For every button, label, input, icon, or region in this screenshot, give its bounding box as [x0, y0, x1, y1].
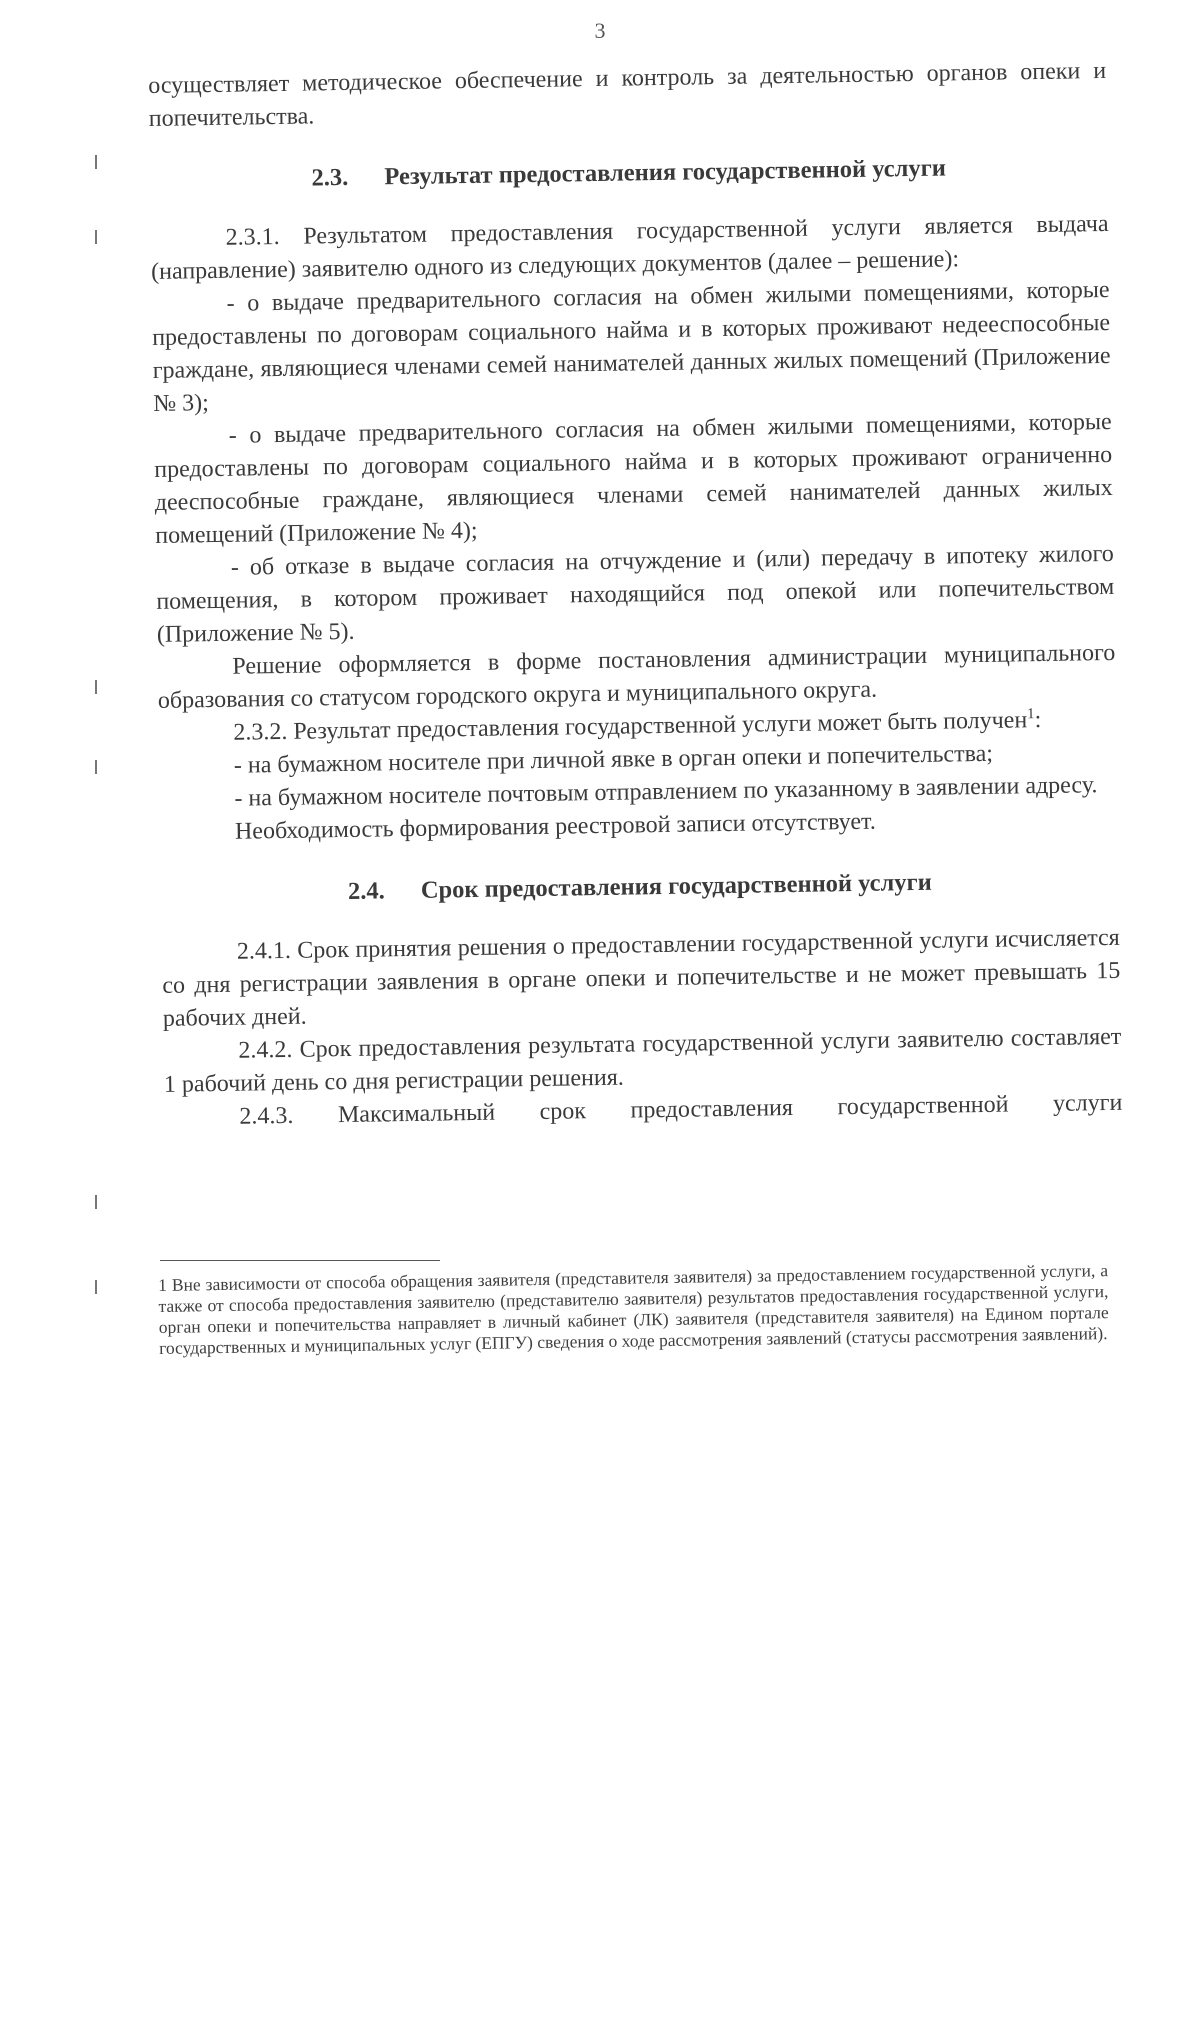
paragraph-2-4-3: 2.4.3. Максимальный срок предоставления государственной услуги [239, 1089, 1123, 1130]
paragraph-2-4-1: 2.4.1. Срок принятия решения о предоставлении государственной услуги исчисляется со дня регистрации заявления в органе опеки и попечительстве и не может превышать 15 рабочих дней. [162, 924, 1121, 1032]
section-heading-2-4 [161, 863, 1119, 911]
section-number: 2.3. [311, 163, 349, 192]
paragraph-2-4-2: 2.4.2. Срок предоставления результата государственной услуги заявителю составляет 1 рабочий день со дня регистрации решения. [163, 1023, 1122, 1098]
section-heading-2-3 [149, 149, 1107, 197]
footnote-separator [160, 1260, 440, 1261]
section-title: Результат предоставления государственной услуги [384, 154, 947, 191]
footnote [158, 1260, 1109, 1359]
section-number: 2.4. [347, 877, 385, 905]
paragraph-colon: : [1034, 707, 1042, 734]
paragraph-registry-note: Необходимость формирования реестровой записи отсутствует. [234, 808, 876, 845]
list-item: - о выдаче предварительного согласия на обмен жилыми помещениями, которые предоставлены по договорам социального найма и в которых проживают ограниченно дееспособные граждане, являющиеся членами семей нанимателей данных жилых помещений (Приложение № 4); [154, 408, 1113, 549]
paragraph-text: 2.3.2. Результат предоставления государственной услуги может быть получен [233, 707, 1028, 746]
scan-mark [95, 760, 97, 774]
scan-mark [95, 1280, 97, 1294]
paragraph-2-3-1: 2.3.1. Результатом предоставления государственной услуги является выдача (направление) заявителю одного из следующих документов (далее – решение): [150, 210, 1109, 285]
list-item: - на бумажном носителе почтовым отправлением по указанному в заявлении адресу. [234, 772, 1098, 812]
document-body [148, 55, 1123, 1135]
scan-mark [95, 1195, 97, 1209]
section-title: Срок предоставления государственной услуги [420, 868, 932, 904]
list-item: - на бумажном носителе при личной явке в орган опеки и попечительства; [233, 740, 994, 779]
scan-mark [95, 680, 97, 694]
footnote-text: 1 Вне зависимости от способа обращения заявителя (представителя заявителя) за предоставлением государственной услуги, а также от способа предоставления заявителю (представителю заявителя) результатов предоставления государственной услуги, орган опеки и попечительства направляет в личный кабинет (ЛК) заявителя (представителя заявителя) на Едином портале государственных и муниципальных услуг (ЕПГУ) сведения о ходе рассмотрения заявлений (статусы рассмотрения заявлений). [158, 1260, 1109, 1358]
scan-mark [95, 155, 97, 169]
list-item: - о выдаче предварительного согласия на обмен жилыми помещениями, которые предоставлены по договорам социального найма и в которых проживают недееспособные граждане, являющиеся членами семей нанимателей данных жилых помещений (Приложение № 3); [152, 276, 1111, 417]
list-item: - об отказе в выдаче согласия на отчуждение и (или) передачу в ипотеку жилого помещения, в котором проживает находящийся под опекой или попечительством (Приложение № 5). [156, 540, 1115, 648]
footnote-ref[interactable]: 1 [1026, 706, 1035, 723]
page-number: 3 [594, 18, 606, 43]
paragraph-decision-form: Решение оформляется в форме постановления администрации муниципального образования со статусом городского округа и муниципального округа. [157, 639, 1116, 714]
scan-mark [95, 230, 97, 244]
paragraph-intro: осуществляет методическое обеспечение и контроль за деятельностью органов опеки и попечительства. [148, 57, 1107, 132]
